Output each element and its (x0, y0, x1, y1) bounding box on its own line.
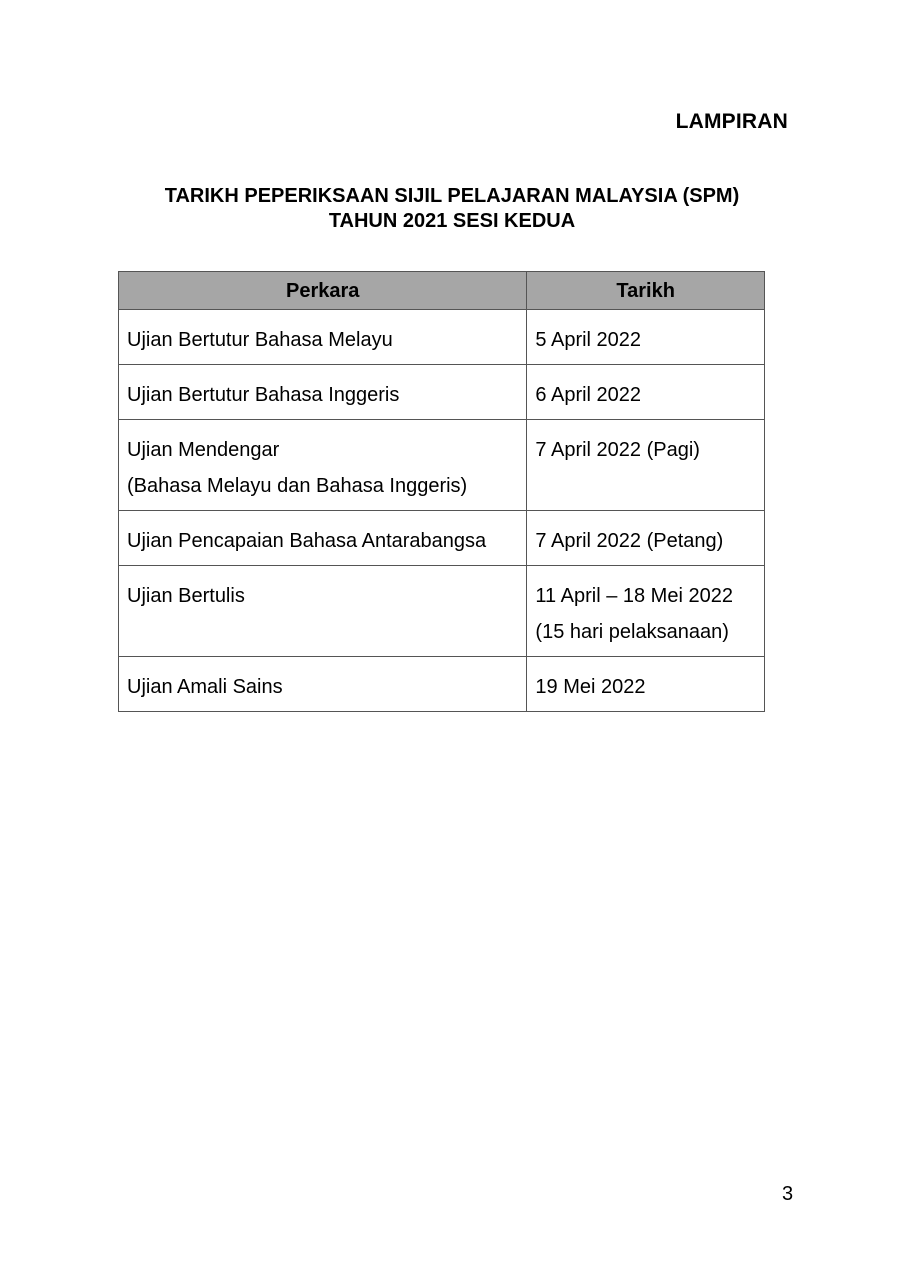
table-row (119, 310, 765, 365)
date-cell (527, 420, 765, 511)
item-text: Ujian Bertulis (127, 585, 245, 607)
date-cell (527, 310, 765, 365)
date-text: 5 April 2022 (535, 329, 642, 351)
item-text: Ujian Amali Sains (127, 676, 283, 698)
date-text: 11 April – 18 Mei 2022 (535, 585, 733, 607)
page-number: 3 (782, 1183, 794, 1205)
item-cell (119, 511, 527, 566)
item-cell (119, 310, 527, 365)
date-subtext: (15 hari pelaksanaan) (535, 621, 729, 643)
table-row (119, 511, 765, 566)
header-perkara: Perkara (119, 272, 527, 310)
date-cell (527, 511, 765, 566)
table-row (119, 657, 765, 712)
table-header-row (119, 272, 765, 310)
table-row (119, 566, 765, 657)
header-tarikh: Tarikh (527, 272, 765, 310)
item-cell (119, 566, 527, 657)
item-text: Ujian Pencapaian Bahasa Antarabangsa (127, 530, 487, 552)
annex-label: LAMPIRAN (675, 110, 788, 133)
title-line-2: TAHUN 2021 SESI KEDUA (328, 210, 576, 232)
date-text: 7 April 2022 (Petang) (535, 530, 724, 552)
item-cell (119, 365, 527, 420)
date-text: 6 April 2022 (535, 384, 642, 406)
date-cell (527, 365, 765, 420)
date-text: 7 April 2022 (Pagi) (535, 439, 700, 461)
date-text: 19 Mei 2022 (535, 676, 646, 698)
item-subtext: (Bahasa Melayu dan Bahasa Inggeris) (127, 475, 468, 497)
item-text: Ujian Bertutur Bahasa Inggeris (127, 384, 400, 406)
item-text: Ujian Mendengar (127, 439, 280, 461)
item-text: Ujian Bertutur Bahasa Melayu (127, 329, 393, 351)
document-title (0, 184, 904, 234)
exam-schedule-table (118, 271, 765, 712)
table-row (119, 365, 765, 420)
item-cell (119, 657, 527, 712)
date-cell (527, 566, 765, 657)
date-cell (527, 657, 765, 712)
item-cell (119, 420, 527, 511)
title-line-1: TARIKH PEPERIKSAAN SIJIL PELAJARAN MALAYSIA (SPM) (164, 185, 740, 207)
table-row (119, 420, 765, 511)
